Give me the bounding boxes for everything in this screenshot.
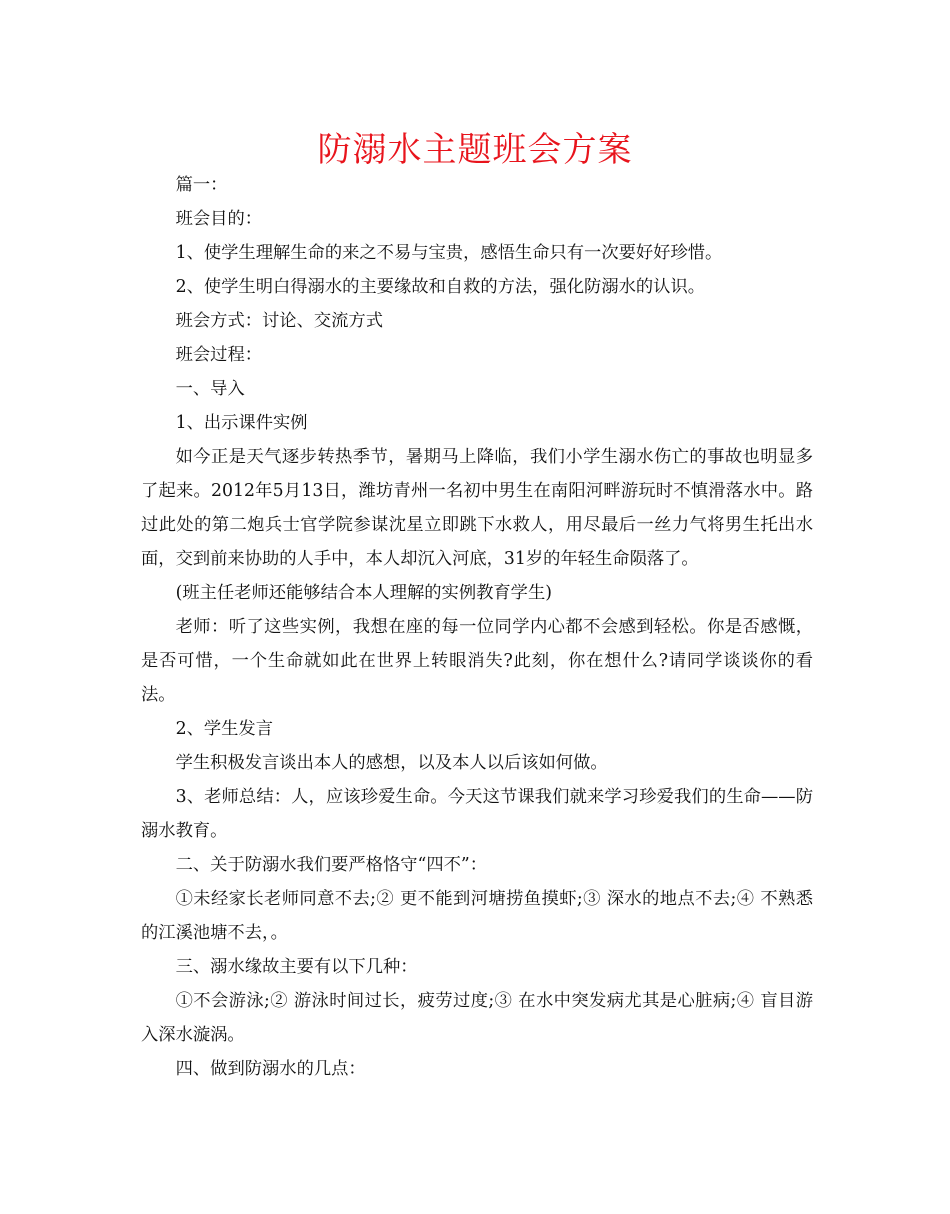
paragraph-heading-intro: 一、导入 (175, 379, 245, 399)
paragraph-format: 班会方式：讨论、交流方式 (175, 311, 383, 331)
paragraph-student-speech: 学生积极发言谈出本人的感想，以及本人以后该如何做。 (175, 753, 608, 773)
document-body (141, 168, 813, 1086)
paragraph-case-text: 如今正是天气逐步转热季节，暑期马上降临，我们小学生溺水伤亡的事故也明显多了起来。2012年5月13日，潍坊青州一名初中男生在南阳河畔游玩时不慎滑落水中。路过此处的第二炮兵士官学院参谋沈星立即跳下水救人，用尽最后一丝力气将男生托出水面，交到前来协助的人手中，本人却沉入河底，31岁的年轻生命陨落了。 (141, 447, 813, 569)
paragraph-teacher-note: (班主任老师还能够结合本人理解的实例教育学生) (175, 583, 552, 603)
paragraph-goal-1: 1、使学生理解生命的来之不易与宝贵，感悟生命只有一次要好好珍惜。 (175, 243, 723, 263)
paragraph-four-nots-list: ①未经家长老师同意不去;② 更不能到河塘捞鱼摸虾;③ 深水的地点不去;④ 不熟悉的江溪池塘不去，。 (141, 889, 813, 943)
paragraph-heading-causes: 三、溺水缘故主要有以下几种： (175, 957, 418, 977)
paragraph-step-2: 2、学生发言 (175, 719, 273, 739)
paragraph-heading-goal: 班会目的： (175, 209, 263, 229)
document-title: 防溺水主题班会方案 (317, 130, 633, 170)
paragraph-heading-process: 班会过程： (175, 345, 263, 365)
paragraph-heading-four-nots: 二、关于防溺水我们要严格恪守“四不”： (175, 855, 488, 875)
paragraph-section-label: 篇一： (175, 175, 228, 195)
paragraph-teacher-speech: 老师：听了这些实例，我想在座的每一位同学内心都不会感到轻松。你是否感慨，是否可惜，一个生命就如此在世界上转眼消失?此刻，你在想什么?请同学谈谈你的看法。 (141, 617, 813, 705)
paragraph-step-3: 3、老师总结：人，应该珍爱生命。今天这节课我们就来学习珍爱我们的生命——防溺水教育。 (141, 787, 813, 841)
paragraph-step-1: 1、出示课件实例 (175, 413, 308, 433)
paragraph-causes-list: ①不会游泳;② 游泳时间过长，疲劳过度;③ 在水中突发病尤其是心脏病;④ 盲目游入深水漩涡。 (141, 991, 813, 1045)
paragraph-goal-2: 2、使学生明白得溺水的主要缘故和自救的方法，强化防溺水的认识。 (175, 277, 706, 297)
paragraph-heading-prevention: 四、做到防溺水的几点： (175, 1059, 366, 1079)
